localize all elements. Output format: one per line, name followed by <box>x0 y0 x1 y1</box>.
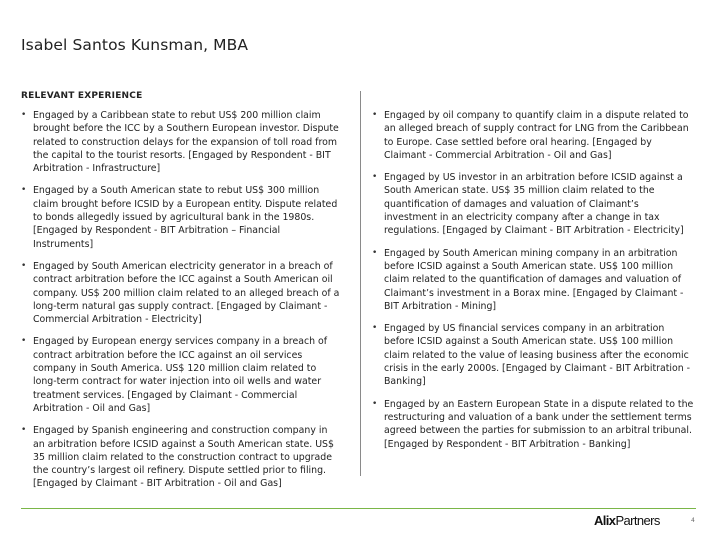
experience-item <box>21 109 341 175</box>
experience-item <box>372 322 694 388</box>
experience-item <box>21 260 341 326</box>
experience-text: Engaged by US financial services company in an arbitration before ICSID against a South American state. US$ 100 million claim related to the value of leasing business after the economic crisis in the early 2000s. [Engaged by Claimant - BIT Arbitration - Banking] <box>384 323 691 388</box>
experience-text: Engaged by US investor in an arbitration before ICSID against a South American state. US$ 35 million claim related to the quantification of damages and valuation of Claimant’s investment in an electricity company after a change in tax regulations. [Engaged by Claimant - BIT Arbitration - Electricity] <box>384 172 684 237</box>
bullet-icon: • <box>372 398 378 409</box>
bullet-icon: • <box>21 260 27 271</box>
bullet-icon: • <box>21 185 27 196</box>
bullet-icon: • <box>372 110 378 120</box>
experience-item <box>372 398 694 451</box>
experience-item <box>21 424 341 490</box>
bullet-icon: • <box>21 110 27 120</box>
logo-partners: Partners <box>615 513 660 528</box>
logo-alix: Alix <box>594 513 616 528</box>
section-heading: RELEVANT EXPERIENCE <box>21 91 143 101</box>
page-title: Isabel Santos Kunsman, MBA <box>21 36 249 54</box>
right-column <box>372 109 694 460</box>
experience-text: Engaged by Spanish engineering and construction company in an arbitration before ICSID against a South American state. US$ 35 million claim related to the construction contract to upgrade the country’s largest oil refinery. Dispute settled prior to filing. [Engaged by Claimant - BIT Arbitration - Oil and Gas] <box>33 425 334 490</box>
experience-text: Engaged by South American electricity generator in a breach of contract arbitration before the ICC against a South American oil company. US$ 200 million claim related to an alleged breach of a long-term natural gas supply contract. [Engaged by Claimant - Commercial Arbitration - Electricity] <box>33 260 340 326</box>
bullet-icon: • <box>372 247 378 258</box>
experience-text: Engaged by a South American state to rebut US$ 300 million claim brought before ICSID by a European entity. Dispute related to bonds allegedly issued by agricultural bank in the 1980s. [Engaged by Respondent - BIT Arbitration – Financial Instruments] <box>33 185 338 250</box>
footer-divider <box>21 508 696 509</box>
alixpartners-logo <box>594 513 660 528</box>
experience-item <box>372 109 694 162</box>
bullet-icon: • <box>372 172 378 183</box>
experience-item <box>372 171 694 237</box>
experience-item <box>21 335 341 415</box>
experience-text: Engaged by European energy services company in a breach of contract arbitration before the ICC against an oil services company in South America. US$ 120 million claim related to long-term contract for water injection into oil wells and water treatment services. [Engaged by Claimant - Commercial Arbitration - Oil and Gas] <box>33 336 328 414</box>
experience-text: Engaged by an Eastern European State in a dispute related to the restructuring and valuation of a bank under the settlement terms agreed between the parties for submission to an arbitral tribunal. [Engaged by Respondent - BIT Arbitration - Banking] <box>384 398 694 450</box>
column-divider <box>360 91 361 476</box>
experience-item <box>21 184 341 250</box>
bullet-icon: • <box>21 336 27 347</box>
experience-item <box>372 247 694 313</box>
experience-text: Engaged by a Caribbean state to rebut US$ 200 million claim brought before the ICC by a Southern European investor. Dispute related to construction delays for the expansion of toll road from the capital to the tourist resorts. [Engaged by Respondent - BIT Arbitration - Infrastructure] <box>33 110 339 175</box>
experience-text: Engaged by oil company to quantify claim in a dispute related to an alleged breach of supply contract for LNG from the Caribbean to Europe. Case settled before oral hearing. [Engaged by Claimant - Commercial Arbitration - Oil and Gas] <box>384 110 689 161</box>
bullet-icon: • <box>372 323 378 334</box>
bullet-icon: • <box>21 425 27 436</box>
left-column <box>21 109 341 500</box>
page-number: 4 <box>691 517 695 524</box>
experience-text: Engaged by South American mining company in an arbitration before ICSID against a South American state. US$ 100 million claim related to the quantification of damages and valuation of Claimant’s investment in a Borax mine. [Engaged by Claimant - BIT Arbitration - Mining] <box>384 247 684 312</box>
